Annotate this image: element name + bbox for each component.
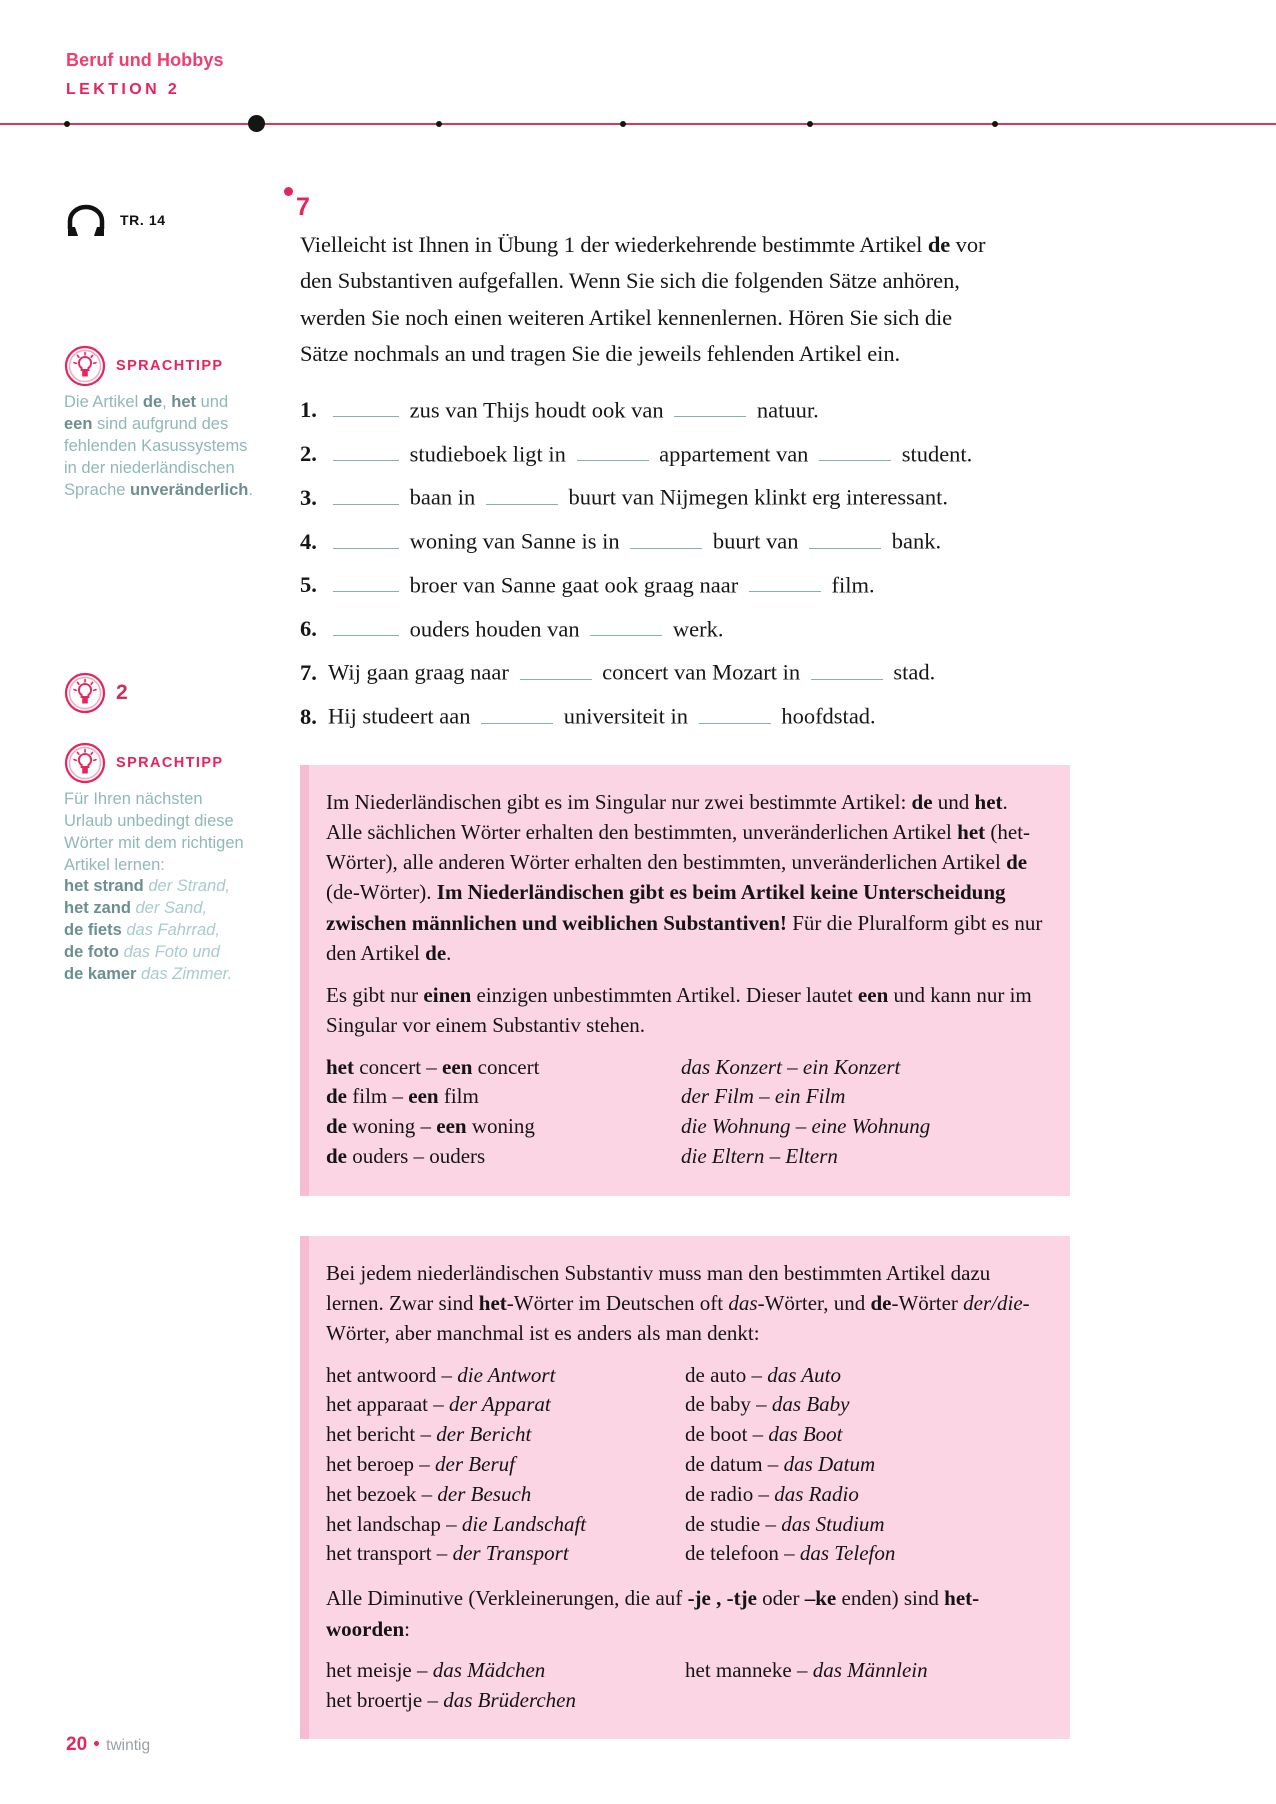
sidebar-vocab-item: [64, 920, 254, 942]
vocab-german: der Sand,: [130, 899, 208, 918]
table-row: [326, 1390, 1044, 1420]
table-row: [326, 1082, 1044, 1112]
answer-blank[interactable]: [333, 614, 399, 637]
rule-dot: [807, 121, 813, 127]
sidebar-vocab-item: [64, 876, 254, 898]
tip-number-header: [64, 672, 269, 714]
sprachtipp-header: [64, 345, 269, 387]
sidebar-vocab-item: [64, 898, 254, 920]
exercise-item-text: Wij gaan graag naar concert van Mozart in stad.: [328, 657, 935, 687]
diminutive-table: [326, 1656, 1044, 1716]
sprachtipp-body-2: [64, 789, 254, 986]
exercise-item-number: 8.: [300, 703, 317, 729]
exercise-item: [300, 439, 1210, 469]
noun-gender-cell: de boot – das Boot: [685, 1422, 843, 1447]
sprachtipp-block-2: [64, 742, 269, 986]
noun-gender-cell: de datum – das Datum: [685, 1452, 876, 1477]
page-header: [66, 50, 666, 99]
exercise-item-text: ouders houden van werk.: [328, 614, 723, 644]
answer-blank[interactable]: [811, 657, 883, 680]
diminutive-note: Alle Diminutive (Verkleinerungen, die auf -je , -tje oder –ke enden) sind het-woorden:: [326, 1586, 980, 1641]
answer-blank[interactable]: [819, 439, 891, 462]
left-margin-sidebar: [64, 195, 269, 986]
article-pair-table: [326, 1053, 1044, 1172]
answer-blank[interactable]: [590, 614, 662, 637]
answer-blank[interactable]: [333, 439, 399, 462]
exercise-item: [300, 657, 1210, 687]
diminutive-cell: het manneke – das Männlein: [685, 1657, 928, 1682]
answer-blank[interactable]: [809, 526, 881, 549]
exercise-item-number: 5.: [300, 572, 317, 598]
exercise-item-number: 2.: [300, 441, 317, 466]
headphone-icon: [64, 203, 108, 237]
table-row: [326, 1539, 1044, 1569]
pair-dutch: de film – een film: [326, 1084, 479, 1109]
vocab-dutch: de fiets: [64, 921, 122, 940]
exercise-item: [300, 482, 1210, 512]
sprachtipp-body-1: Die Artikel de, het und een sind aufgrund des fehlenden Kasussystems in der niederländischen Sprache unveränderlich.: [64, 393, 253, 499]
exercise-bullet-dot: [284, 187, 293, 196]
noun-gender-cell: de studie – das Studium: [685, 1511, 885, 1536]
vocab-german: das Foto und: [119, 943, 220, 962]
table-row: [326, 1450, 1044, 1480]
pair-dutch: het concert – een concert: [326, 1054, 540, 1079]
table-row: [326, 1656, 1044, 1686]
page-number-word: twintig: [106, 1737, 151, 1754]
vocab-dutch: het zand: [64, 899, 131, 918]
noun-gender-cell: het transport – der Transport: [326, 1541, 569, 1566]
exercise-item: [300, 701, 1210, 731]
sidebar-vocab-list: [64, 876, 254, 986]
exercise-item-list: [300, 395, 1210, 731]
pair-german: die Wohnung – eine Wohnung: [681, 1114, 931, 1139]
audio-track-label: TR. 14: [120, 212, 166, 228]
pair-dutch: de woning – een woning: [326, 1114, 535, 1139]
vocab-dutch: het strand: [64, 877, 144, 896]
tip-number: 2: [116, 680, 128, 704]
sprachtipp-label: SPRACHTIPP: [116, 358, 224, 374]
diminutive-cell: [685, 1686, 1044, 1716]
page-footer: [66, 1734, 150, 1756]
exercise-item-number: 1.: [300, 397, 317, 423]
sprachtipp-block-1: [64, 345, 269, 502]
exercise-item: [300, 526, 1210, 556]
tip-number-marker: [64, 672, 269, 714]
vocab-german: das Fahrrad,: [121, 921, 220, 940]
exercise-item: [300, 614, 1210, 644]
lightbulb-icon: [64, 345, 106, 387]
grammar-info-box-2: [300, 1236, 1070, 1739]
exercise-item-number: 7.: [300, 659, 317, 685]
exercise-item: [300, 395, 1210, 425]
table-row: [326, 1361, 1044, 1391]
sprachtipp-intro: Für Ihren nächsten Urlaub unbedingt diese Wörter mit dem richtigen Artikel lernen:: [64, 789, 244, 874]
diminutive-cell: het broertje – das Brüderchen: [326, 1687, 576, 1712]
table-row: [326, 1510, 1044, 1540]
answer-blank[interactable]: [333, 526, 399, 549]
answer-blank[interactable]: [333, 482, 399, 505]
rule-dot: [64, 121, 70, 127]
exercise-item-number: 6.: [300, 616, 317, 641]
rule-dot: [436, 121, 442, 127]
grammar-paragraph-2: Es gibt nur einen einzigen unbestimmten Artikel. Dieser lautet een und kann nur im Singular vor einem Substantiv stehen.: [326, 983, 1032, 1038]
exercise-item-text: broer van Sanne gaat ook graag naar film.: [328, 570, 875, 600]
noun-gender-cell: de radio – das Radio: [685, 1481, 859, 1506]
noun-gender-cell: het apparaat – der Apparat: [326, 1392, 551, 1417]
rule-dot: [620, 121, 626, 127]
table-row: [326, 1480, 1044, 1510]
main-content-column: [296, 185, 1210, 1739]
rule-dot: [992, 121, 998, 127]
exercise-item-text: Hij studeert aan universiteit in hoofdstad.: [328, 701, 876, 731]
sprachtipp-label: SPRACHTIPP: [116, 754, 224, 771]
vocab-dutch: de foto: [64, 943, 119, 962]
header-rule-with-dots: [0, 123, 1276, 147]
lightbulb-icon: [64, 742, 106, 784]
answer-blank[interactable]: [630, 526, 702, 549]
noun-gender-table: [326, 1361, 1044, 1570]
noun-gender-cell: het landschap – die Landschaft: [326, 1511, 587, 1536]
noun-gender-cell: het antwoord – die Antwort: [326, 1362, 556, 1387]
lightbulb-icon: [64, 672, 106, 714]
answer-blank[interactable]: [674, 395, 746, 418]
exercise-item-text: baan in buurt van Nijmegen klinkt erg interessant.: [328, 482, 948, 512]
sidebar-vocab-item: [64, 942, 254, 964]
noun-gender-cell: het beroep – der Beruf: [326, 1452, 515, 1477]
pair-german: der Film – ein Film: [681, 1084, 846, 1109]
answer-blank[interactable]: [577, 439, 649, 462]
table-row: [326, 1142, 1044, 1172]
answer-blank[interactable]: [481, 701, 553, 724]
pair-german: das Konzert – ein Konzert: [681, 1054, 901, 1079]
table-row: [326, 1053, 1044, 1083]
answer-blank[interactable]: [333, 395, 399, 418]
noun-gender-cell: het bezoek – der Besuch: [326, 1481, 532, 1506]
sprachtipp-header: [64, 742, 269, 784]
pair-dutch: de ouders – ouders: [326, 1144, 486, 1169]
exercise-instructions: Vielleicht ist Ihnen in Übung 1 der wiederkehrende bestimmte Artikel de vor den Substantiven aufgefallen. Wenn Sie sich die folgenden Sätze anhören, werden Sie noch einen weiteren Artikel kennenlernen. Hören Sie sich die Sätze nochmals an und tragen Sie die jeweils fehlenden Artikel ein.: [300, 232, 986, 367]
answer-blank[interactable]: [486, 482, 558, 505]
exercise-number-block: [296, 185, 1210, 227]
vocab-german: der Strand,: [143, 877, 230, 896]
table-row: [326, 1112, 1044, 1142]
chapter-title: Beruf und Hobbys: [66, 50, 224, 70]
footer-dot-icon: [94, 1741, 99, 1746]
horizontal-rule: [0, 123, 1276, 125]
grammar-box2-paragraph: Bei jedem niederländischen Substantiv muss man den bestimmten Artikel dazu lernen. Zwar sind het-Wörter im Deutschen oft das-Wörter, und de-Wörter der/die-Wörter, aber manchmal ist es anders als man denkt:: [326, 1260, 1030, 1346]
exercise-item: [300, 570, 1210, 600]
answer-blank[interactable]: [333, 570, 399, 593]
table-row: [326, 1420, 1044, 1450]
answer-blank[interactable]: [520, 657, 592, 680]
exercise-item-number: 4.: [300, 528, 317, 554]
noun-gender-cell: het bericht – der Bericht: [326, 1422, 532, 1447]
diminutive-cell: het meisje – das Mädchen: [326, 1657, 546, 1682]
page-number: 20: [66, 1734, 88, 1755]
rule-dot-large: [248, 115, 265, 132]
exercise-number: 7: [296, 193, 310, 221]
vocab-dutch: de kamer: [64, 965, 137, 984]
table-row: [326, 1686, 1044, 1716]
exercise-item-number: 3.: [300, 484, 317, 510]
exercise-item-text: woning van Sanne is in buurt van bank.: [328, 526, 941, 556]
exercise-item-text: zus van Thijs houdt ook van natuur.: [328, 395, 819, 425]
noun-gender-cell: de baby – das Baby: [685, 1392, 850, 1417]
vocab-german: das Zimmer.: [136, 965, 233, 984]
audio-track-marker: [64, 195, 269, 245]
answer-blank[interactable]: [749, 570, 821, 593]
noun-gender-cell: de auto – das Auto: [685, 1362, 841, 1387]
grammar-paragraph-1: Im Niederländischen gibt es im Singular nur zwei bestimmte Artikel: de und het. Alle sächlichen Wörter erhalten den bestimmten, unveränderlichen Artikel het (het-Wörter), alle anderen Wörter erhalten den bestimmten, unveränderlichen Artikel de (de-Wörter). Im Niederländischen gibt es beim Artikel keine Unterscheidung zwischen männlichen und weiblichen Substantiven! Für die Pluralform gibt es nur den Artikel de.: [326, 789, 1043, 965]
pair-german: die Eltern – Eltern: [681, 1144, 838, 1169]
noun-gender-cell: de telefoon – das Telefon: [685, 1541, 896, 1566]
exercise-item-text: studieboek ligt in appartement van student.: [328, 439, 972, 469]
sidebar-vocab-item: [64, 964, 254, 986]
answer-blank[interactable]: [699, 701, 771, 724]
lesson-label: LEKTION 2: [66, 80, 181, 98]
grammar-info-box-1: [300, 765, 1070, 1196]
